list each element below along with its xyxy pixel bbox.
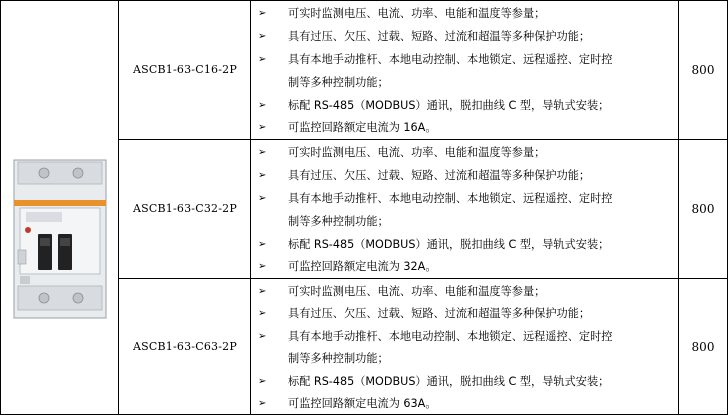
circuit-breaker-image [4,150,116,328]
model-cell: ASCB1-63-C16-2P [133,63,237,76]
row-divider [118,278,728,279]
bullet-arrow-icon: ➢ [258,147,267,158]
bullet-arrow-icon: ➢ [258,100,267,111]
feature-text: 具有本地手动推杆、本地电动控制、本地锁定、远程遥控、定时控 [288,192,613,205]
bullet-arrow-icon: ➢ [258,193,267,204]
bullet-arrow-icon: ➢ [258,239,267,250]
feature-text: 标配 RS-485（MODBUS）通讯，脱扣曲线 C 型，导轨式安装； [288,375,610,388]
price-cell: 800 [691,63,715,77]
bullet-arrow-icon: ➢ [258,31,267,42]
bullet-arrow-icon: ➢ [258,8,267,19]
feature-text: 可监控回路额定电流为 63A。 [288,397,437,410]
feature-text: 可实时监测电压、电流、功率、电能和温度等参量； [288,7,546,20]
feature-text: 具有过压、欠压、过载、短路、过流和超温等多种保护功能； [288,307,591,320]
feature-text: 具有过压、欠压、过载、短路、过流和超温等多种保护功能； [288,169,591,182]
model-cell: ASCB1-63-C32-2P [133,202,237,215]
model-cell: ASCB1-63-C63-2P [133,340,237,353]
row-divider [118,139,728,140]
bullet-arrow-icon: ➢ [258,261,267,272]
bullet-arrow-icon: ➢ [258,286,267,297]
feature-text: 可实时监测电压、电流、功率、电能和温度等参量； [288,146,546,159]
feature-text: 具有本地手动推杆、本地电动控制、本地锁定、远程遥控、定时控 [288,53,613,66]
column-divider [118,0,119,415]
table-border-top [0,0,728,1]
feature-text-continuation: 制等多种控制功能； [288,76,389,89]
feature-text-continuation: 制等多种控制功能； [288,215,389,228]
feature-text: 可监控回路额定电流为 32A。 [288,260,437,273]
bullet-arrow-icon: ➢ [258,331,267,342]
feature-text-continuation: 制等多种控制功能； [288,352,389,365]
feature-text: 可监控回路额定电流为 16A。 [288,121,437,134]
bullet-arrow-icon: ➢ [258,376,267,387]
feature-text: 具有本地手动推杆、本地电动控制、本地锁定、远程遥控、定时控 [288,330,613,343]
feature-text: 可实时监测电压、电流、功率、电能和温度等参量； [288,285,546,298]
table-border-left [0,0,1,415]
price-cell: 800 [691,202,715,216]
price-cell: 800 [691,340,715,354]
column-divider [250,0,251,415]
feature-text: 具有过压、欠压、过载、短路、过流和超温等多种保护功能； [288,30,591,43]
bullet-arrow-icon: ➢ [258,54,267,65]
feature-text: 标配 RS-485（MODBUS）通讯，脱扣曲线 C 型，导轨式安装； [288,99,610,112]
bullet-arrow-icon: ➢ [258,170,267,181]
bullet-arrow-icon: ➢ [258,398,267,409]
column-divider [678,0,679,415]
bullet-arrow-icon: ➢ [258,308,267,319]
bullet-arrow-icon: ➢ [258,122,267,133]
feature-text: 标配 RS-485（MODBUS）通讯，脱扣曲线 C 型，导轨式安装； [288,238,610,251]
